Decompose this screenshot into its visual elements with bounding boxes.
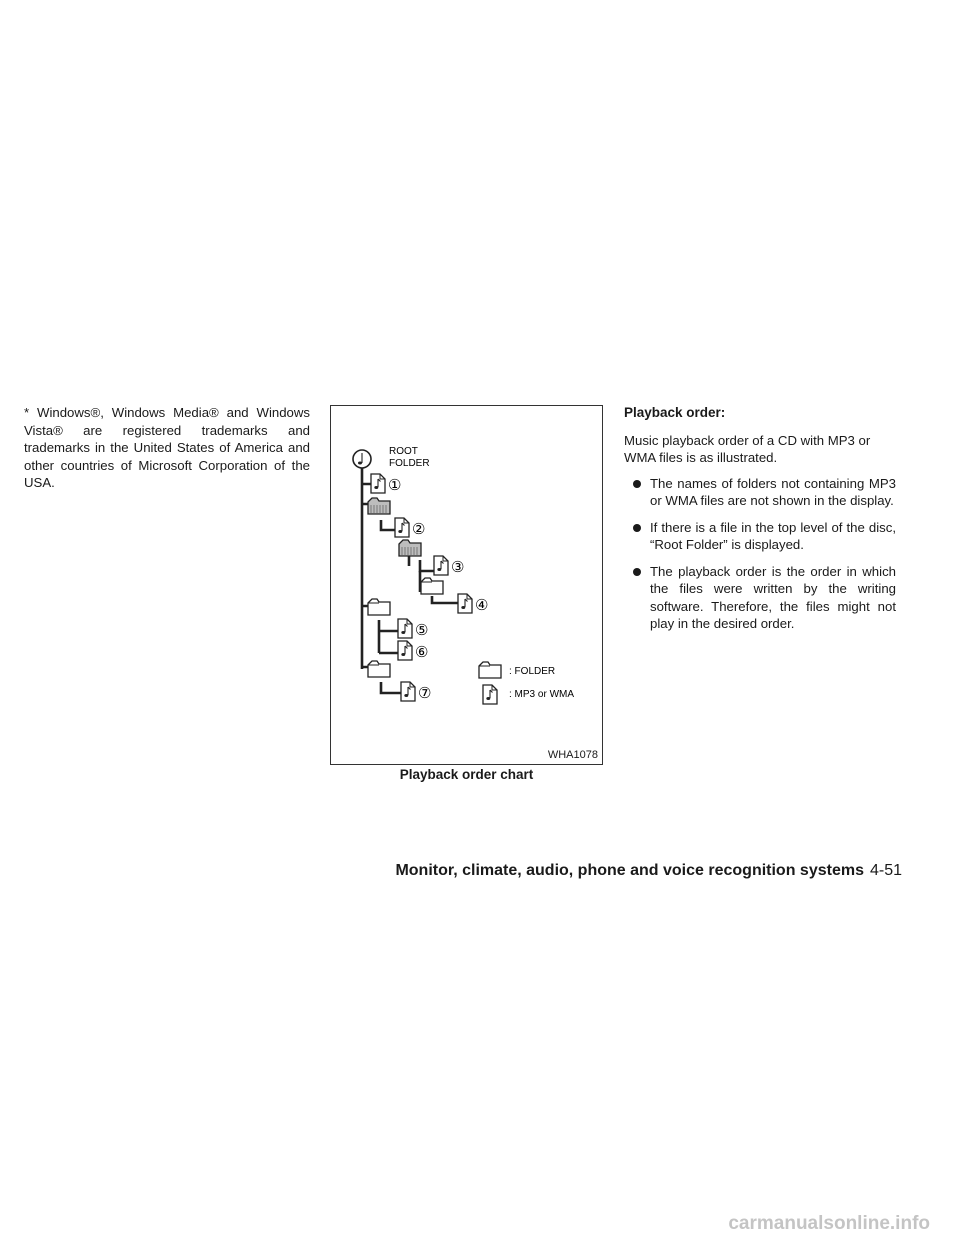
order-number-4: ④ [475,597,489,614]
playback-order-figure [330,405,603,765]
figure-code: WHA1078 [547,749,598,761]
folder-hatched-icon [368,498,390,514]
legend-folder-icon [479,662,501,678]
legend-folder-label: : FOLDER [509,666,556,677]
page-number: 4-51 [869,862,902,879]
watermark: carmanualsonline.info [728,1213,930,1234]
legend-file-icon [483,685,497,704]
page-footer [395,862,902,880]
footer-section-title: Monitor, climate, audio, phone and voice recognition systems [395,862,864,879]
order-number-6: ⑥ [415,644,429,661]
order-number-5: ⑤ [415,622,429,639]
order-number-3: ③ [451,559,465,576]
figure-caption: Playback order chart [399,767,534,782]
playback-order-section [624,404,896,642]
folder-icon [421,578,443,594]
folder-icon [368,661,390,677]
folder-tree-diagram [331,406,602,764]
file-icon-2 [395,518,409,537]
legend-file-label: : MP3 or WMA [509,689,575,700]
list-item-text: The names of folders not containing MP3 or WMA files are not shown in the display. [650,475,896,508]
root-cd-icon [353,450,371,468]
intro-paragraph: Music playback order of a CD with MP3 or WMA files is as illustrated. [624,432,871,465]
folder-hatched-icon [399,540,421,556]
file-icon-6 [398,641,412,660]
list-item-text: If there is a file in the top level of the disc, “Root Folder” is displayed. [650,519,896,552]
list-item [624,563,896,633]
order-number-1: ① [388,477,402,494]
list-item-text: The playback order is the order in which the files were written by the writing software. Therefore, the files might not play in the desired order. [650,563,896,631]
bullet-list [624,475,896,633]
root-label-line2: FOLDER [389,458,430,469]
section-heading: Playback order: [624,405,726,420]
file-icon-5 [398,619,412,638]
file-icon-1 [371,474,385,493]
trademark-paragraph: * Windows®, Windows Media® and Windows Vista® are registered trademarks and trademarks in the United States of America and other countries of Microsoft Corporation of the USA. [24,405,310,490]
bullet-icon [633,480,641,488]
trademark-note [24,404,310,492]
bullet-icon [633,524,641,532]
folder-icon [368,599,390,615]
list-item [624,475,896,510]
file-icon-3 [434,556,448,575]
order-number-2: ② [412,521,426,538]
list-item [624,519,896,554]
order-number-7: ⑦ [418,685,432,702]
bullet-icon [633,568,641,576]
file-icon-7 [401,682,415,701]
root-label-line1: ROOT [389,446,418,457]
file-icon-4 [458,594,472,613]
